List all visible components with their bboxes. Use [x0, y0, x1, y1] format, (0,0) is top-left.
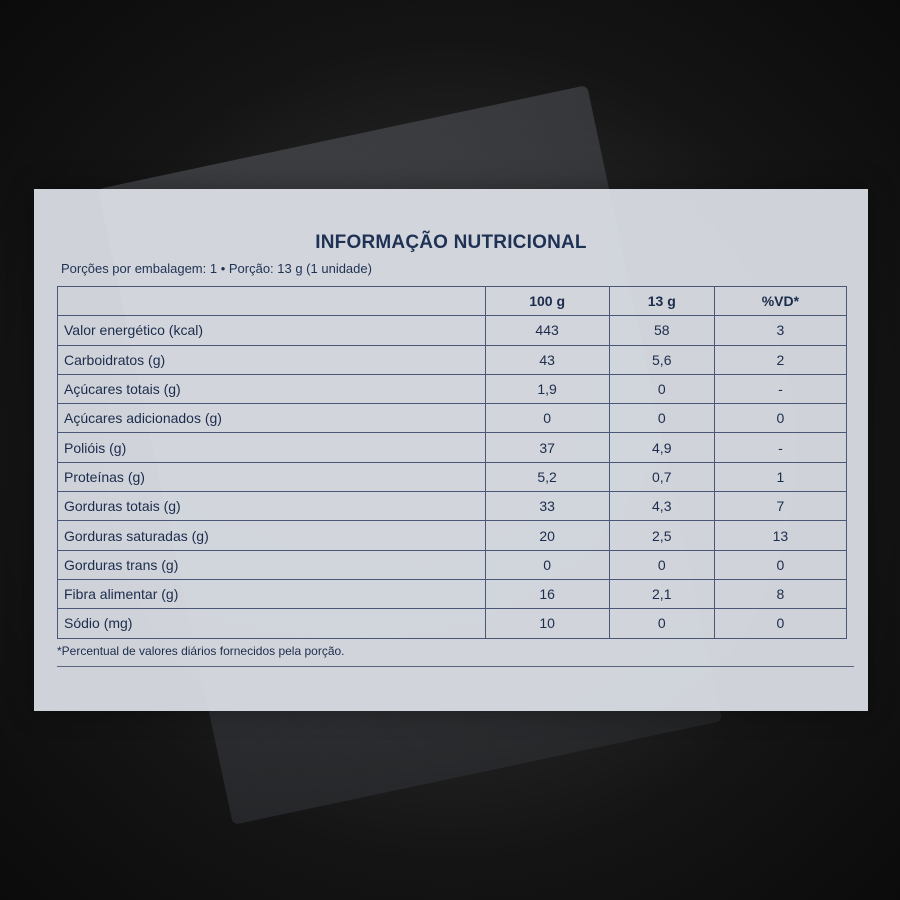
value-daily-percent: 0 [714, 550, 846, 579]
label-title [0, 232, 900, 254]
table-row [58, 609, 847, 638]
table-row [58, 316, 847, 345]
value-daily-percent: 13 [714, 521, 846, 550]
value-per-portion: 0 [609, 609, 714, 638]
table-row [58, 345, 847, 374]
value-per-portion: 4,9 [609, 433, 714, 462]
bottom-divider [57, 666, 854, 667]
label-title-text: INFORMAÇÃO NUTRICIONAL [315, 232, 587, 253]
nutrient-name: Proteínas (g) [58, 462, 486, 491]
value-per-portion: 5,6 [609, 345, 714, 374]
header-per-portion: 13 g [609, 287, 714, 316]
value-per-100g: 0 [485, 550, 609, 579]
value-per-portion: 0,7 [609, 462, 714, 491]
value-per-portion: 0 [609, 404, 714, 433]
value-daily-percent: 3 [714, 316, 846, 345]
value-per-100g: 0 [485, 404, 609, 433]
nutrient-name: Fibra alimentar (g) [58, 579, 486, 608]
table-row [58, 492, 847, 521]
value-per-portion: 0 [609, 374, 714, 403]
value-per-100g: 16 [485, 579, 609, 608]
nutrient-name: Valor energético (kcal) [58, 316, 486, 345]
table-row [58, 433, 847, 462]
header-daily-value: %VD* [714, 287, 846, 316]
nutrient-name: Açúcares adicionados (g) [58, 404, 486, 433]
value-daily-percent: 0 [714, 404, 846, 433]
value-per-portion: 2,5 [609, 521, 714, 550]
table-row [58, 550, 847, 579]
table-row [58, 521, 847, 550]
table-header-row [58, 287, 847, 316]
table-row [58, 404, 847, 433]
value-daily-percent: 7 [714, 492, 846, 521]
nutrient-name: Gorduras trans (g) [58, 550, 486, 579]
value-daily-percent: 8 [714, 579, 846, 608]
footnote: *Percentual de valores diários fornecidos pela porção. [57, 644, 345, 658]
value-per-100g: 1,9 [485, 374, 609, 403]
header-empty [58, 287, 486, 316]
nutrient-name: Gorduras saturadas (g) [58, 521, 486, 550]
value-per-100g: 5,2 [485, 462, 609, 491]
value-per-100g: 10 [485, 609, 609, 638]
value-daily-percent: 0 [714, 609, 846, 638]
value-per-portion: 58 [609, 316, 714, 345]
value-per-100g: 20 [485, 521, 609, 550]
nutrition-table [57, 286, 847, 639]
nutrient-name: Sódio (mg) [58, 609, 486, 638]
value-per-portion: 4,3 [609, 492, 714, 521]
value-per-portion: 2,1 [609, 579, 714, 608]
value-per-100g: 33 [485, 492, 609, 521]
header-per-100g: 100 g [485, 287, 609, 316]
value-daily-percent: - [714, 433, 846, 462]
value-per-portion: 0 [609, 550, 714, 579]
value-daily-percent: - [714, 374, 846, 403]
value-daily-percent: 2 [714, 345, 846, 374]
table-row [58, 374, 847, 403]
value-daily-percent: 1 [714, 462, 846, 491]
nutrient-name: Polióis (g) [58, 433, 486, 462]
table-row [58, 579, 847, 608]
value-per-100g: 443 [485, 316, 609, 345]
table-row [58, 462, 847, 491]
value-per-100g: 43 [485, 345, 609, 374]
nutrient-name: Açúcares totais (g) [58, 374, 486, 403]
nutrient-name: Gorduras totais (g) [58, 492, 486, 521]
value-per-100g: 37 [485, 433, 609, 462]
nutrient-name: Carboidratos (g) [58, 345, 486, 374]
portion-info: Porções por embalagem: 1 • Porção: 13 g (1 unidade) [61, 261, 372, 276]
